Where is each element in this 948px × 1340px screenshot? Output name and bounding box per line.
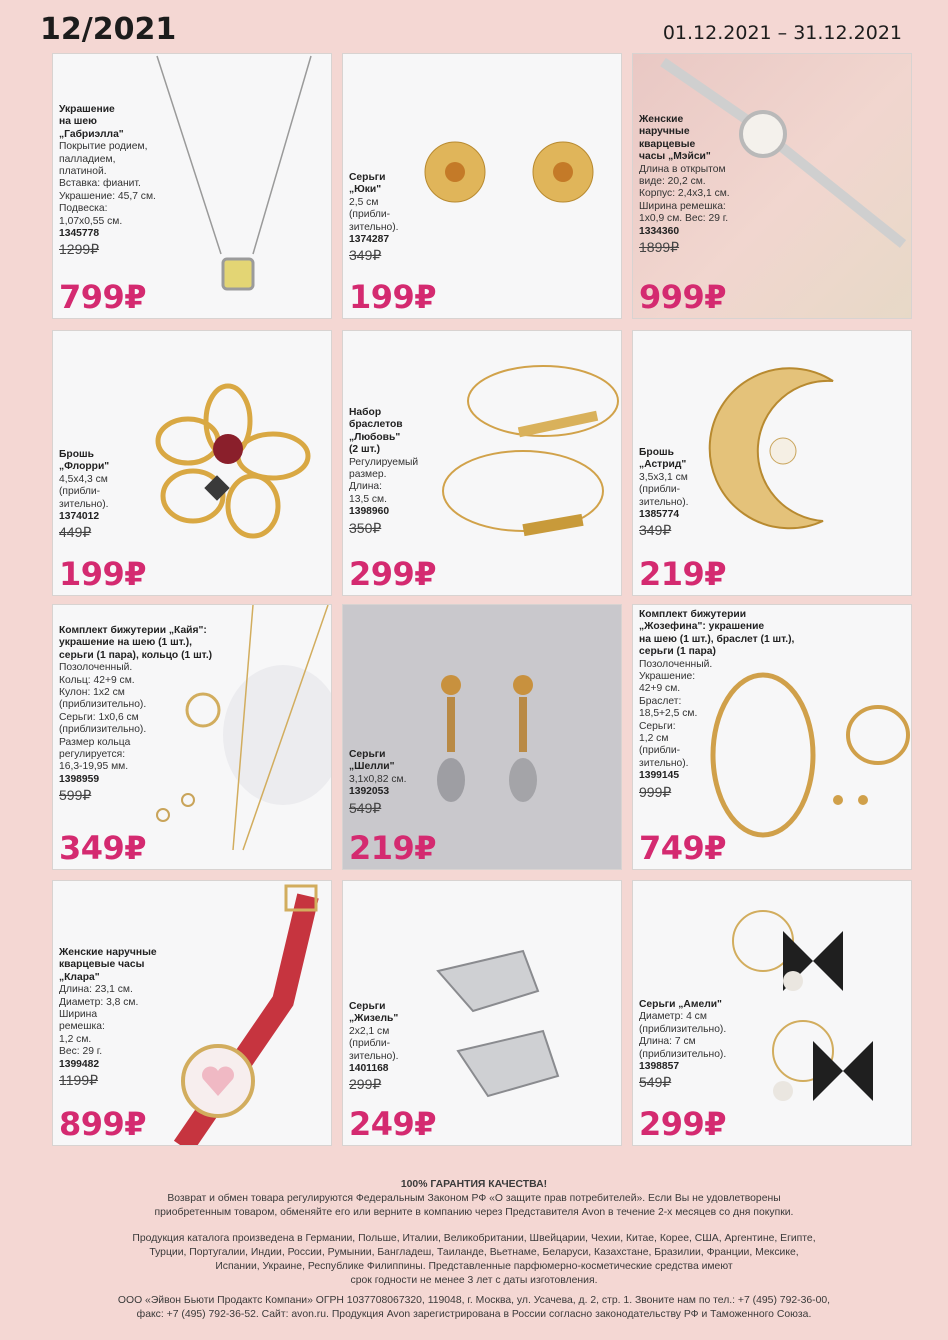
product-card-florry[interactable] [52, 330, 332, 596]
old-price: 349₽ [639, 522, 672, 539]
product-card-shelly[interactable] [342, 604, 622, 870]
product-name: Набор браслетов „Любовь" (2 шт.) [349, 407, 403, 456]
product-card-kaya[interactable] [52, 604, 332, 870]
product-name: Украшение на шею „Габриэлла" [59, 104, 124, 140]
product-card-giselle[interactable] [342, 880, 622, 1146]
product-description: Позолоченный. Украшение: 42+9 см. Браслет: 18,5+2,5 см. Серьги: 1,2 см (прибли- зительно). [639, 658, 713, 769]
old-price: 1299₽ [59, 241, 100, 258]
product-code: 1374012 [59, 511, 100, 523]
old-price: 549₽ [639, 1074, 672, 1091]
footer [40, 1178, 908, 1322]
product-code: 1398857 [639, 1061, 680, 1073]
product-description: 2х2,1 см (прибли- зительно). [349, 1025, 399, 1062]
product-code: 1398959 [59, 773, 100, 785]
old-price: 349₽ [349, 247, 382, 264]
product-name: Серьги „Юки" [349, 172, 386, 196]
product-description: 3,5х3,1 см (прибли- зительно). [639, 471, 689, 508]
product-price: 219₽ [349, 829, 437, 867]
product-card-yuki[interactable] [342, 53, 622, 319]
product-name: Комплект бижутерии „Кайя": украшение на шею (1 шт.), серьги (1 пара), кольцо (1 шт.) [59, 625, 213, 661]
product-card-lyubov[interactable] [342, 330, 622, 596]
production-countries: Продукция каталога произведена в Германии, Польше, Италии, Великобритании, Швейцарии, Чехии, Китае, Корее, США, Аргентине, Египте, Турции, Португалии, Индии, России, Румынии, Бангладеш, Таиланде, Вьетнаме, Беларуси, Казахстане, Бразилии, Франции, Мексике, Испании, Украине, Республике Филиппины. Представленные парфюмерно-косметические средства имеют срок годности не менее 3 лет с даты изготовления. [132, 1233, 816, 1286]
product-code: 1401168 [349, 1063, 389, 1075]
product-description: 4,5х4,3 см (прибли- зительно). [59, 473, 109, 510]
product-price: 199₽ [349, 278, 437, 316]
product-name: Серьги „Жизель" [349, 1001, 399, 1025]
product-name: Серьги „Амели" [639, 999, 722, 1010]
product-description: Длина в открытом виде: 20,2 см. Корпус: 2,4х3,1 см. Ширина ремешка: 1х0,9 см. Вес: 29 г. [639, 163, 730, 225]
product-description: 2,5 см (прибли- зительно). [349, 196, 399, 233]
old-price: 299₽ [349, 1076, 382, 1093]
product-card-klara[interactable] [52, 880, 332, 1146]
product-description: Диаметр: 4 см (приблизительно). Длина: 7 см (приблизительно). [639, 1011, 727, 1060]
product-name: Серьги „Шелли" [349, 749, 395, 773]
product-price: 299₽ [349, 555, 437, 593]
product-code: 1345778 [59, 228, 100, 240]
product-price: 299₽ [639, 1105, 727, 1143]
product-code: 1385774 [639, 509, 680, 521]
product-code: 1398960 [349, 506, 390, 518]
product-price: 349₽ [59, 829, 147, 867]
old-price: 350₽ [349, 519, 382, 536]
old-price: 549₽ [349, 799, 382, 816]
product-price: 799₽ [59, 278, 147, 316]
old-price: 449₽ [59, 524, 92, 541]
product-price: 249₽ [349, 1105, 437, 1143]
guarantee-title: 100% ГАРАНТИЯ КАЧЕСТВА! [400, 1179, 548, 1190]
product-code: 1392053 [349, 786, 390, 798]
catalog-dates: 01.12.2021 – 31.12.2021 [662, 22, 902, 44]
product-code: 1334360 [639, 225, 680, 237]
product-name: Комплект бижутерии „Жозефина": украшение на шею (1 шт.), браслет (1 шт.), серьги (1 пара) [639, 609, 795, 658]
product-code: 1399482 [59, 1058, 100, 1070]
guarantee-text: Возврат и обмен товара регулируются Федеральным Законом РФ «О защите прав потребителей». Если Вы не удовлетворены приобретенным товаром, обменяйте его или верните в компанию через Представителя Avon в течение 2-х месяцев со дня покупки. [154, 1193, 794, 1218]
old-price: 599₽ [59, 787, 92, 804]
product-name: Брошь „Флорри" [59, 449, 110, 473]
old-price: 1899₽ [639, 239, 680, 256]
product-name: Женские наручные кварцевые часы „Клара" [59, 947, 157, 983]
product-price: 199₽ [59, 555, 147, 593]
product-card-josephina[interactable] [632, 604, 912, 870]
product-description: Регулируемый размер. Длина: 13,5 см. [349, 456, 419, 505]
old-price: 1199₽ [59, 1072, 99, 1089]
product-card-gabriella[interactable] [52, 53, 332, 319]
old-price: 999₽ [639, 783, 672, 800]
product-card-astrid[interactable] [632, 330, 912, 596]
product-price: 899₽ [59, 1105, 147, 1143]
product-code: 1399145 [639, 770, 680, 782]
product-price: 999₽ [639, 278, 727, 316]
product-code: 1374287 [349, 234, 390, 246]
product-name: Брошь „Астрид" [639, 447, 687, 471]
product-description: Покрытие родием, палладием, платиной. Вставка: фианит. Украшение: 45,7 см. Подвеска: 1,07х0,55 см. [59, 141, 156, 227]
issue-number: 12/2021 [40, 12, 177, 47]
product-description: Позолоченный. Кольц: 42+9 см. Кулон: 1х2 см (приблизительно). Серьги: 1х0,6 см (приблизительно). Размер кольца регулируется: 16,3-19,95 мм. [59, 662, 147, 773]
product-description: Длина: 23,1 см. Диаметр: 3,8 см. Ширина ремешка: 1,2 см. Вес: 29 г. [59, 984, 139, 1058]
product-card-ameli[interactable] [632, 880, 912, 1146]
product-description: 3,1х0,82 см. [349, 773, 407, 785]
product-price: 219₽ [639, 555, 727, 593]
product-price: 749₽ [639, 829, 727, 867]
product-name: Женские наручные кварцевые часы „Мэйси" [639, 114, 711, 163]
product-card-macy[interactable] [632, 53, 912, 319]
company-info: ООО «Эйвон Бьюти Продактс Компани» ОГРН 1037708067320, 119048, г. Москва, ул. Усачева, д. 2, стр. 1. Звоните нам по тел.: +7 (495) 792-36-00, факс: +7 (495) 792-36-52. Сайт: avon.ru. Продукция Avon зарегистрирована в России согласно законодательству РФ и Таможенного Союза. [117, 1295, 831, 1320]
